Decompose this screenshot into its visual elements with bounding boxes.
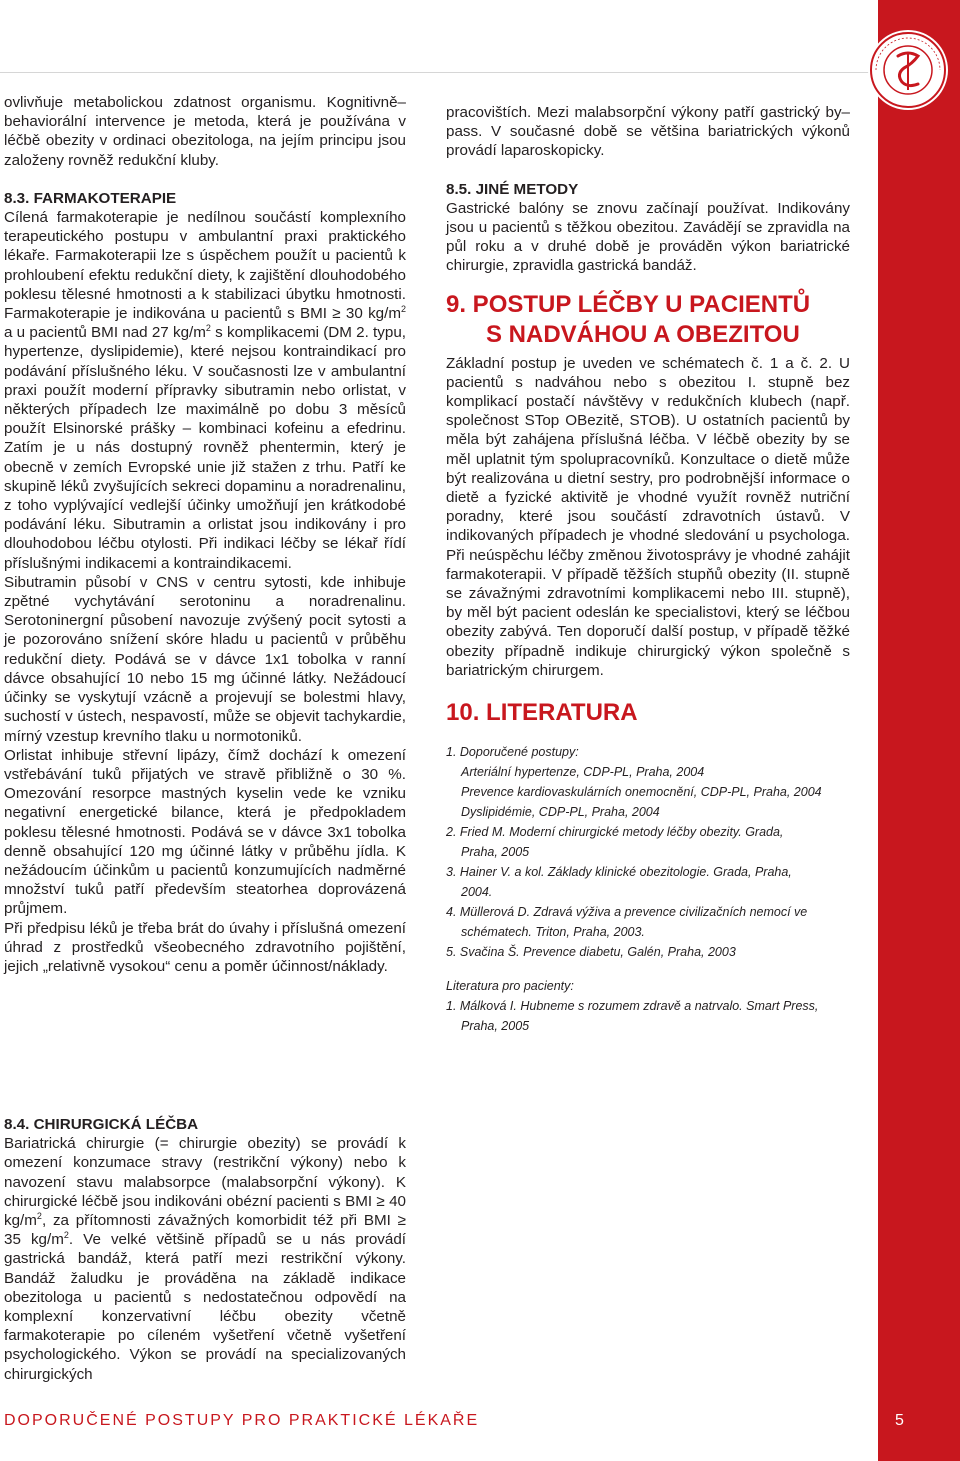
reference-item: 2. Fried M. Moderní chirurgické metody léčby obezity. Grada, (446, 825, 784, 840)
paragraph (4, 1134, 406, 1384)
footer-publication-title: DOPORUČENÉ POSTUPY PRO PRAKTICKÉ LÉKAŘE (4, 1412, 480, 1429)
right-column (446, 103, 850, 1036)
chapter-title-line2: S NADVÁHOU A OBEZITOU (486, 320, 800, 348)
reference-item: Arteriální hypertenze, CDP-PL, Praha, 2004 (461, 765, 705, 780)
text-run: , za přítomnosti závažných komorbidit též při BMI ≥ 35 kg/m (4, 1212, 406, 1249)
header-rule (0, 72, 960, 73)
section-number: 8.5. (446, 180, 472, 198)
reference-item: 3. Hainer V. a kol. Základy klinické obezitologie. Grada, Praha, (446, 865, 792, 880)
reference-item: schématech. Triton, Praha, 2003. (461, 925, 645, 940)
reference-item: 2004. (461, 885, 493, 900)
text-run: s komplikacemi (DM 2. typu, hypertenze, dyslipidemie), které nejsou kontraindikací pro podávání příslušného léku. V současnosti lze v ambulantní praxi použít moderní přípravky sibutramin nebo orlistat, v některých případech lze maximálně po dobu 3 měsíců použít Elsinorské prášky – kombinaci kofeinu a efedrinu. Zatím je u nás dostupný rovněž phentermin, který je obecně v zemích Evropské unie již stažen z trhu. Patří ke skupině léků zvyšujících sekreci dopaminu a noradrenalinu, z toho vyplývající vedlejší účinky umožňují jen krátkodobé podávání léku. Sibutramin a orlistat jsou indikovány i pro dlouhodobou léčbu otylosti. Při indikaci léčby se lékař řídí příslušnými indikacemi a kontraindikacemi. (4, 324, 406, 572)
reference-list (446, 742, 850, 1036)
section-title: FARMAKOTERAPIE (33, 189, 177, 207)
superscript: 2 (36, 1210, 42, 1221)
society-seal-logo (868, 30, 948, 110)
reference-item: Prevence kardiovaskulárních onemocnění, CDP-PL, Praha, 2004 (461, 785, 822, 800)
section-heading-8-5 (446, 180, 850, 199)
text-run: Bariatrická chirurgie (= chirurgie obezity) se provádí k omezení konzumace stravy (restrikční výkony) nebo k navození stavu malabsorpce (malabsorpční výkony). K chirurgické léčbě jsou indikováni obézní pacienti s BMI ≥ 40 kg/m (4, 1135, 406, 1230)
paragraph: Základní postup je uveden ve schématech č. 1 a č. 2. U pacientů s nadváhou nebo s obezitou I. stupně bez komplikací postačí návštěvy v redukčních klubech (např. společnost STop OBezitě, STOB). U ostatních pacientů by měla být zahájena příslušná léčba. V léčbě obezity by se měl uplatnit tým spolupracovníků. Konzultace o dietě může být realizována u dietní sestry, pro podrobnější informace o dietě a fyzické aktivitě je vhodné využít rovněž nutriční poradny, které jsou součástí zdravotních ústavů. V indikovaných případech je vhodné sledování u psychologa. Při neúspěchu léčby změnou životosprávy je vhodné zahájit farmakoterapii. V případě těžších stupňů obezity (II. stupně se závažnými zdravotními komplikacemi nebo III. stupně), by měl být pacient odeslán ke specialistovi, který se léčbou obezity zabývá. Ten doporučí další postup, v případě těžké obezity případně indikuje chirurgický výkon společně s bariatrickým chirurgem. (446, 354, 850, 679)
section-number: 8.3. (4, 189, 30, 207)
reference-item: 1. Málková I. Hubneme s rozumem zdravě a natrvalo. Smart Press, (446, 999, 819, 1014)
section-title: JINÉ METODY (475, 180, 579, 198)
superscript: 2 (205, 323, 211, 334)
reference-item: 4. Müllerová D. Zdravá výživa a prevence civilizačních nemocí ve (446, 905, 808, 920)
section-title: CHIRURGICKÁ LÉČBA (33, 1116, 199, 1133)
section-number: 8.4. (4, 1116, 30, 1133)
superscript: 2 (400, 303, 406, 314)
page-number: 5 (895, 1412, 904, 1429)
chapter-title-line1: 9. POSTUP LÉČBY U PACIENTŮ (446, 290, 811, 318)
paragraph: ovlivňuje metabolickou zdatnost organismu. Kognitivně–behaviorální intervence je metoda, která je používána v léčbě obezity v ordinaci obezitologa, na jejím principu jsou založeny rovněž redukční kluby. (4, 94, 406, 169)
chapter-heading-9 (446, 290, 850, 350)
reference-item: 1. Doporučené postupy: (446, 745, 579, 760)
text-run: a u pacientů BMI nad 27 kg/m (4, 324, 206, 342)
left-column (4, 93, 406, 976)
paragraph: pracovištích. Mezi malabsorpční výkony patří gastrický by–pass. V současné době se většina bariatrických výkonů provádí laparoskopicky. (446, 104, 850, 160)
reference-item: Dyslipidémie, CDP-PL, Praha, 2004 (461, 805, 660, 820)
side-accent-bar (878, 0, 960, 1461)
reference-item: Praha, 2005 (461, 845, 530, 860)
section-heading-8-3 (4, 189, 406, 208)
paragraph: Při předpisu léků je třeba brát do úvahy i příslušná omezení úhrad z prostředků všeobecného zdravotního pojištění, jejich „relativně vysokou“ cenu a poměr účinnost/náklady. (4, 919, 406, 975)
chapter-heading-10: 10. LITERATURA (446, 699, 638, 727)
paragraph: Orlistat inhibuje střevní lipázy, čímž dochází k omezení vstřebávání tuků přijatých ve stravě přibližně o 30 %. Omezování resorpce mastných kyselin vede ke vzniku negativní energetické bilance, která je předpokladem poklesu tělesné hmotnosti. Podává se v dávce 3x1 tobolka denně obsahující 120 mg účinné látky v průběhu jídla. K nežádoucím účinkům u pacientů konzumujících nadměrné množství tuků patří především steatorhea doprovázená průjmem. (4, 746, 406, 918)
paragraph: Sibutramin působí v CNS v centru sytosti, kde inhibuje zpětné vychytávání serotoninu a noradrenalinu. Serotoninergní působení navozuje zvýšený pocit sytosti a je pozorováno snížení skóre hladu u pacientů v průběhu redukční diety. Podává se v dávce 1x1 tobolka v ranní dávce obsahující 10 nebo 15 mg účinné látky. Nežádoucí účinky se vyskytují vzácně a projevují se bolestmi hlavy, suchostí v ústech, nespavostí, může se objevit tachykardie, mírný vzestup krevního tlaku u normotoniků. (4, 573, 406, 745)
text-run: Cílená farmakoterapie je nedílnou součástí komplexního terapeutického postupu v ambulantní praxi praktického lékaře. Farmakoterapii lze s úspěchem použít u pacientů k prohloubení efektu redukční diety, k zajištění dlouhodobého poklesu tělesné hmotnosti a k stabilizaci úbytku hmotnosti. Farmakoterapie je indikována u pacientů s BMI ≥ 30 kg/m (4, 209, 406, 323)
reference-item: 5. Svačina Š. Prevence diabetu, Galén, Praha, 2003 (446, 945, 736, 960)
left-column-bottom (4, 1115, 406, 1384)
paragraph: Gastrické balóny se znovu začínají používat. Indikovány jsou u pacientů s těžkou obezitou. Zavádějí se zpravidla na půl roku a v druhé době je prováděn výkon bariatrické chirurgie, zpravidla gastrická bandáž. (446, 199, 850, 275)
section-heading-8-4 (4, 1115, 406, 1134)
paragraph (4, 208, 406, 573)
superscript: 2 (63, 1230, 69, 1241)
text-run: . Ve velké většině případů se u nás provádí gastrická bandáž, která patří mezi restrikční výkony. Bandáž žaludku je prováděna na základě indikace obezitologa u pacientů s nedostatečnou odpovědí na komplexní konzervativní léčbu obezity včetně farmakoterapie po cíleném vyšetření včetně vyšetření psychologického. Výkon se provádí na specializovaných chirurgických (4, 1231, 406, 1383)
patients-literature-label: Literatura pro pacienty: (446, 979, 574, 994)
reference-item: Praha, 2005 (461, 1019, 530, 1034)
